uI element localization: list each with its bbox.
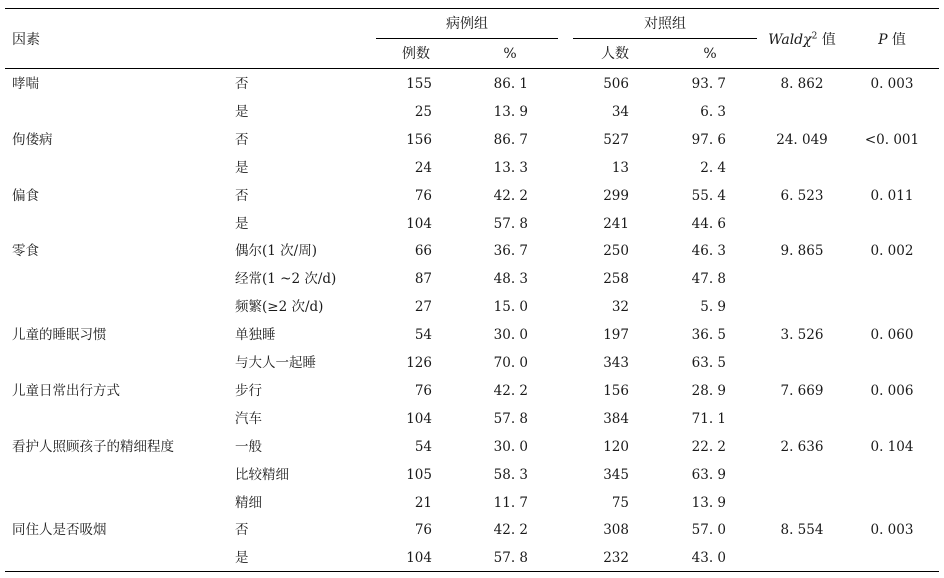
case-count-cell: 104	[406, 550, 432, 566]
factor-cell: 佝偻病	[12, 132, 53, 148]
case-count-cell: 104	[406, 411, 432, 427]
level-cell: 否	[235, 76, 249, 92]
control-count-cell: 34	[611, 104, 629, 120]
case-count-cell: 76	[414, 522, 432, 538]
case-pct-cell: 86. 1	[493, 76, 528, 92]
control-pct-cell: 6. 3	[700, 104, 726, 120]
control-count-cell: 299	[603, 188, 629, 204]
case-count-cell: 105	[406, 467, 432, 483]
control-count-cell: 345	[603, 467, 629, 483]
case-group-rule	[376, 38, 558, 39]
case-pct-cell: 70. 0	[493, 355, 528, 371]
header-case-group: 病例组	[446, 16, 488, 32]
case-pct-cell: 13. 3	[493, 160, 528, 176]
header-case-pct: %	[503, 46, 517, 62]
case-count-cell: 156	[406, 132, 432, 148]
case-pct-cell: 11. 7	[493, 495, 528, 511]
control-pct-cell: 71. 1	[691, 411, 726, 427]
wald-value-cell: 8. 862	[780, 76, 824, 92]
case-count-cell: 76	[414, 188, 432, 204]
p-suffix: 值	[887, 32, 906, 48]
control-pct-cell: 55. 4	[691, 188, 726, 204]
p-value-cell: 0. 104	[870, 439, 914, 455]
control-pct-cell: 44. 6	[691, 216, 726, 232]
case-pct-cell: 57. 8	[493, 216, 528, 232]
factor-cell: 看护人照顾孩子的精细程度	[12, 439, 174, 455]
control-count-cell: 241	[603, 216, 629, 232]
control-group-rule	[573, 38, 757, 39]
level-cell: 否	[235, 188, 249, 204]
control-count-cell: 384	[603, 411, 629, 427]
control-count-cell: 197	[603, 327, 629, 343]
case-pct-cell: 57. 8	[493, 411, 528, 427]
case-pct-cell: 48. 3	[493, 271, 528, 287]
case-pct-cell: 30. 0	[493, 327, 528, 343]
control-pct-cell: 43. 0	[691, 550, 726, 566]
wald-symbol: χ	[803, 32, 812, 48]
wald-value-cell: 2. 636	[780, 439, 824, 455]
factor-cell: 儿童的睡眠习惯	[12, 327, 107, 343]
p-value-cell: <0. 001	[864, 132, 920, 148]
case-pct-cell: 36. 7	[493, 243, 528, 259]
case-count-cell: 66	[414, 243, 432, 259]
case-count-cell: 54	[414, 327, 432, 343]
case-pct-cell: 58. 3	[493, 467, 528, 483]
level-cell: 是	[235, 160, 249, 176]
level-cell: 精细	[235, 495, 262, 511]
factor-cell: 零食	[12, 243, 39, 259]
control-pct-cell: 57. 0	[691, 522, 726, 538]
header-control-pct: %	[703, 46, 717, 62]
case-count-cell: 155	[406, 76, 432, 92]
header-factor: 因素	[12, 32, 40, 48]
control-pct-cell: 97. 6	[691, 132, 726, 148]
wald-sup: 2	[811, 31, 818, 42]
control-count-cell: 308	[603, 522, 629, 538]
wald-value-cell: 6. 523	[780, 188, 824, 204]
header-bottom-rule	[5, 68, 939, 69]
control-pct-cell: 93. 7	[691, 76, 726, 92]
case-pct-cell: 13. 9	[493, 104, 528, 120]
control-pct-cell: 47. 8	[691, 271, 726, 287]
control-pct-cell: 36. 5	[691, 327, 726, 343]
factor-cell: 儿童日常出行方式	[12, 383, 120, 399]
case-count-cell: 126	[406, 355, 432, 371]
control-count-cell: 120	[603, 439, 629, 455]
control-count-cell: 527	[603, 132, 629, 148]
case-count-cell: 25	[414, 104, 432, 120]
control-pct-cell: 28. 9	[691, 383, 726, 399]
p-value-cell: 0. 003	[870, 76, 914, 92]
level-cell: 是	[235, 550, 249, 566]
p-value-cell: 0. 006	[870, 383, 914, 399]
control-count-cell: 75	[611, 495, 629, 511]
case-count-cell: 104	[406, 216, 432, 232]
p-value-cell: 0. 003	[870, 522, 914, 538]
factor-cell: 同住人是否吸烟	[12, 522, 107, 538]
header-wald-chi2	[760, 32, 844, 48]
level-cell: 经常(1 ~2 次/d)	[235, 271, 337, 287]
control-pct-cell: 63. 9	[691, 467, 726, 483]
p-value-cell: 0. 060	[870, 327, 914, 343]
level-cell: 汽车	[235, 411, 262, 427]
header-control-count: 人数	[601, 46, 629, 62]
case-count-cell: 76	[414, 383, 432, 399]
level-cell: 与大人一起睡	[235, 355, 316, 371]
factor-cell: 偏食	[12, 188, 39, 204]
control-pct-cell: 22. 2	[691, 439, 726, 455]
control-pct-cell: 63. 5	[691, 355, 726, 371]
control-count-cell: 258	[603, 271, 629, 287]
case-count-cell: 54	[414, 439, 432, 455]
case-pct-cell: 15. 0	[493, 299, 528, 315]
level-cell: 否	[235, 522, 249, 538]
control-pct-cell: 2. 4	[700, 160, 726, 176]
table-bottom-rule	[5, 571, 939, 572]
level-cell: 单独睡	[235, 327, 276, 343]
case-count-cell: 21	[414, 495, 432, 511]
table-top-rule	[5, 8, 939, 9]
wald-value-cell: 8. 554	[780, 522, 824, 538]
p-value-cell: 0. 002	[870, 243, 914, 259]
control-pct-cell: 46. 3	[691, 243, 726, 259]
case-count-cell: 87	[414, 271, 432, 287]
case-count-cell: 24	[414, 160, 432, 176]
wald-value-cell: 9. 865	[780, 243, 824, 259]
level-cell: 否	[235, 132, 249, 148]
header-control-group: 对照组	[644, 16, 686, 32]
case-pct-cell: 42. 2	[493, 188, 528, 204]
wald-value-cell: 7. 669	[780, 383, 824, 399]
header-case-count: 例数	[402, 46, 430, 62]
control-count-cell: 232	[603, 550, 629, 566]
wald-value-cell: 3. 526	[780, 327, 824, 343]
level-cell: 一般	[235, 439, 262, 455]
wald-suffix: 值	[817, 32, 836, 48]
level-cell: 步行	[235, 383, 262, 399]
case-pct-cell: 42. 2	[493, 383, 528, 399]
case-pct-cell: 86. 7	[493, 132, 528, 148]
case-pct-cell: 57. 8	[493, 550, 528, 566]
p-prefix: P	[878, 32, 888, 48]
level-cell: 偶尔(1 次/周)	[235, 243, 317, 259]
header-p-value	[850, 32, 934, 48]
wald-value-cell: 24. 049	[776, 132, 828, 148]
level-cell: 是	[235, 104, 249, 120]
control-count-cell: 506	[603, 76, 629, 92]
control-pct-cell: 5. 9	[700, 299, 726, 315]
level-cell: 是	[235, 216, 249, 232]
factor-cell: 哮喘	[12, 76, 39, 92]
control-pct-cell: 13. 9	[691, 495, 726, 511]
control-count-cell: 32	[611, 299, 629, 315]
control-count-cell: 13	[611, 160, 629, 176]
case-pct-cell: 42. 2	[493, 522, 528, 538]
case-count-cell: 27	[414, 299, 432, 315]
wald-prefix: Wald	[768, 32, 804, 48]
level-cell: 比较精细	[235, 467, 289, 483]
control-count-cell: 250	[603, 243, 629, 259]
case-pct-cell: 30. 0	[493, 439, 528, 455]
level-cell: 频繁(≥2 次/d)	[235, 299, 324, 315]
control-count-cell: 343	[603, 355, 629, 371]
p-value-cell: 0. 011	[870, 188, 914, 204]
control-count-cell: 156	[603, 383, 629, 399]
